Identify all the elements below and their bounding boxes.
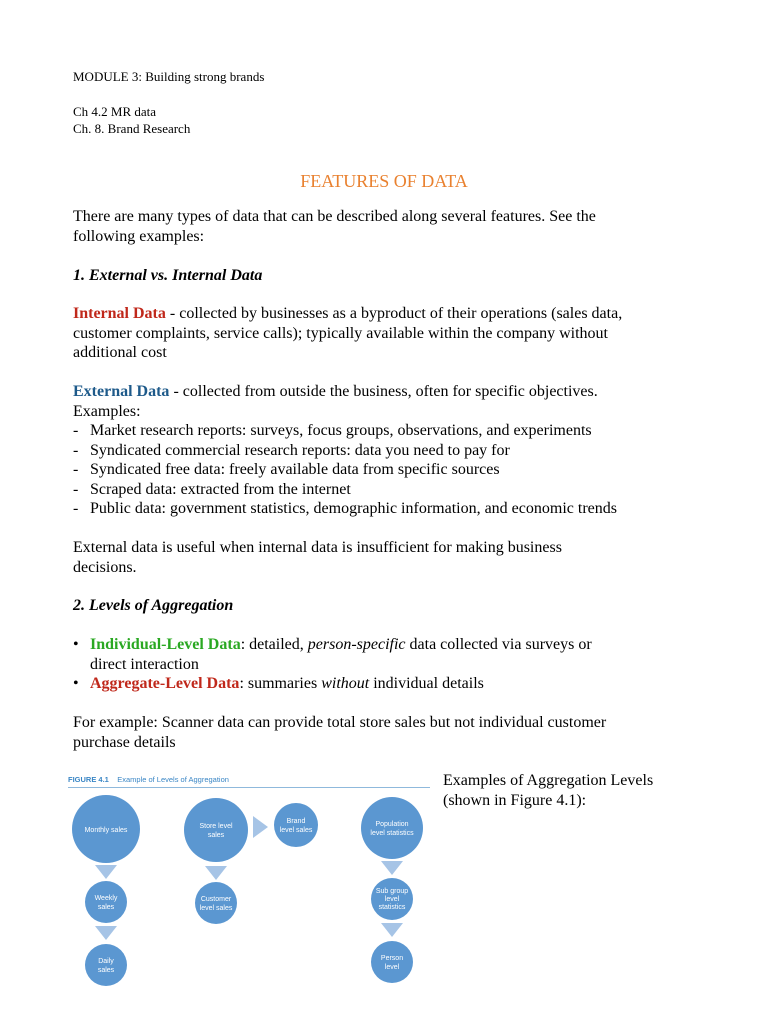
text-line: (shown in Figure 4.1): [443, 791, 587, 809]
page-title: FEATURES OF DATA [300, 171, 468, 191]
internal-data-paragraph [73, 304, 622, 363]
text-line: decisions. [73, 558, 137, 576]
person-level-node [371, 941, 413, 983]
node-label: Store level [199, 823, 233, 830]
text-line: For example: Scanner data can provide total store sales but not individual customer [73, 714, 607, 731]
external-usefulness-paragraph [73, 538, 562, 577]
examples-list [73, 421, 617, 519]
dash-marker: - [73, 461, 79, 478]
list-item [73, 421, 617, 441]
node-label: Person [380, 955, 404, 962]
brand-level-sales-node [274, 803, 318, 847]
text-line: purchase details [73, 733, 176, 751]
aggregate-level-term: Aggregate-Level Data [90, 675, 240, 692]
emphasis: without [321, 675, 370, 692]
list-item [73, 499, 617, 519]
list-item-text: Market research reports: surveys, focus groups, observations, and experiments [90, 422, 592, 439]
node-label: level sales [199, 905, 233, 912]
list-item-text: Public data: government statistics, demographic information, and economic trends [90, 500, 617, 517]
node-label: statistics [378, 904, 406, 911]
figure-caption: Example of Levels of Aggregation [117, 775, 229, 784]
aggregation-diagram [68, 771, 430, 996]
text-run: : detailed, [240, 636, 308, 653]
list-item [73, 441, 617, 461]
chapter-reference: Ch. 8. Brand Research [73, 121, 191, 136]
down-arrow [95, 926, 117, 940]
examples-label: Examples: [73, 402, 141, 420]
dash-marker: - [73, 500, 79, 517]
external-data-term: External Data [73, 383, 170, 400]
text-line: There are many types of data that can be described along several features. See the [73, 208, 596, 225]
node-label: Sub group [375, 888, 409, 895]
text-line: - collected from outside the business, often for specific objectives. [169, 383, 598, 400]
dash-marker: - [73, 441, 79, 459]
text-line: External data is useful when internal data is insufficient for making business [73, 539, 562, 556]
example-paragraph [73, 713, 606, 752]
list-item [73, 674, 693, 694]
list-item [73, 460, 617, 480]
down-arrow [95, 865, 117, 879]
list-item-text: Scraped data: extracted from the internet [90, 480, 351, 498]
daily-sales-node [85, 944, 127, 986]
text-run: individual details [369, 675, 484, 692]
aggregation-list [73, 635, 693, 694]
section-heading: 2. Levels of Aggregation [73, 597, 234, 614]
right-arrow [253, 816, 268, 838]
dash-marker: - [73, 480, 79, 498]
external-data-paragraph [73, 382, 617, 519]
list-item-text: Syndicated free data: freely available data from specific sources [90, 461, 500, 478]
down-arrow [381, 861, 403, 875]
down-arrow [205, 866, 227, 880]
bullet-marker: • [73, 675, 79, 692]
list-item-text: Syndicated commercial research reports: data you need to pay for [90, 441, 510, 459]
node-label: Daily [98, 958, 114, 965]
text-run: : summaries [239, 675, 322, 692]
down-arrow [381, 923, 403, 937]
text-line: Examples of Aggregation Levels [443, 772, 654, 789]
section-heading: 1. External vs. Internal Data [73, 267, 263, 284]
node-label: sales [97, 967, 115, 974]
chapter-reference: Ch 4.2 MR data [73, 104, 157, 119]
text-run: data collected via surveys or [405, 636, 592, 653]
node-label: Customer [200, 896, 232, 903]
node-label: Brand [286, 818, 306, 825]
node-label: sales [97, 904, 115, 911]
text-line: following examples: [73, 227, 205, 245]
customer-level-sales-node [195, 882, 237, 924]
node-label: Weekly [94, 895, 118, 902]
figure-note [443, 771, 653, 810]
text-line: customer complaints, service calls); typically available within the company without [73, 324, 608, 342]
text-run: direct interaction [90, 655, 199, 673]
node-label: level [384, 964, 400, 971]
dash-marker: - [73, 422, 79, 439]
individual-level-term: Individual-Level Data [90, 636, 241, 653]
text-line: additional cost [73, 344, 167, 361]
node-label: Monthly sales [84, 827, 128, 834]
emphasis: person-specific [307, 636, 406, 653]
bullet-marker: • [73, 636, 79, 653]
store-level-sales-node [184, 798, 248, 862]
node-label: level statistics [370, 830, 414, 837]
population-level-statistics-node [361, 797, 423, 859]
weekly-sales-node [85, 881, 127, 923]
node-label: Population [375, 821, 409, 828]
node-label: sales [207, 832, 225, 839]
figure-label: FIGURE 4.1 [68, 775, 109, 784]
module-heading: MODULE 3: Building strong brands [73, 69, 265, 84]
intro-paragraph [73, 207, 596, 246]
text-line: - collected by businesses as a byproduct of their operations (sales data, [165, 305, 623, 322]
figure-4-1 [68, 771, 430, 996]
internal-data-term: Internal Data [73, 305, 166, 322]
list-item [73, 635, 693, 674]
node-label: level [384, 896, 400, 903]
list-item [73, 480, 617, 500]
node-label: level sales [279, 827, 313, 834]
